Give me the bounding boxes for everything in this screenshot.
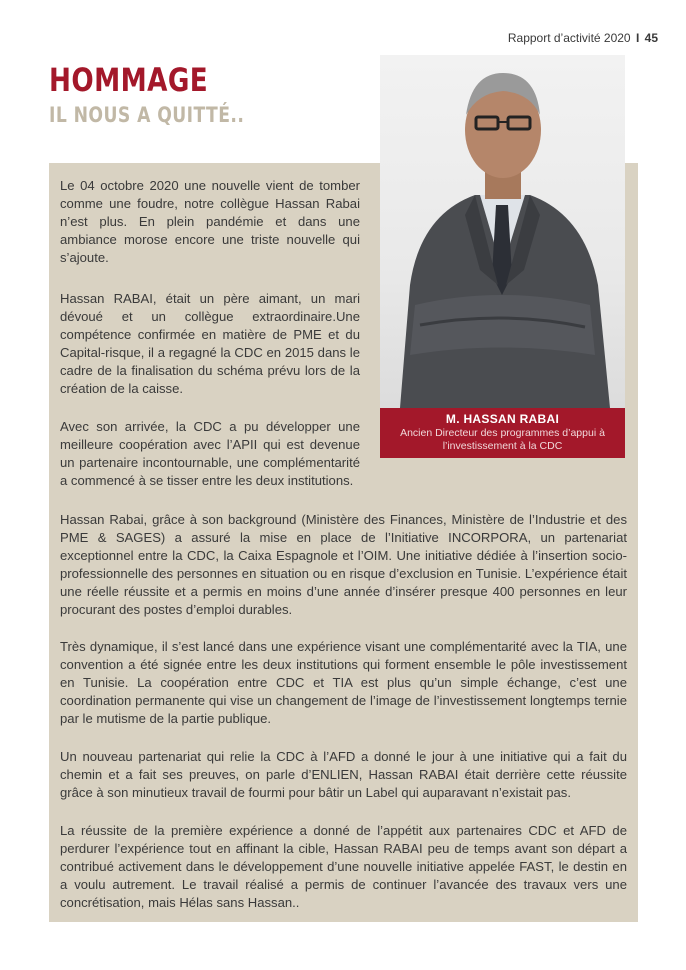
paragraph-5: Très dynamique, il s’est lancé dans une expérience visant une complémentarité avec la TIA, une convention a été signée entre les deux institutions qui forment ensemble le pôle investissement en Tunisie. La coopération entre CDC et TIA est plus qu’un simple échange, c’est une coordination permanente qui vise un changement de l’image de l’investissement longtemps ternie par le mutisme de la partie publique. — [60, 639, 627, 726]
portrait-photo-icon — [380, 55, 625, 408]
caption-role: Ancien Directeur des programmes d’appui à l’investissement à la CDC — [400, 427, 605, 452]
caption-name: M. HASSAN RABAI — [445, 412, 560, 426]
paragraph-6: Un nouveau partenariat qui relie la CDC à l’AFD a donné le jour à une initiative qui a fait du chemin et a fait ses preuves, on parle d’ENLIEN, Hassan RABAI était derrière cette réussite grâce à son minutieux travail de fourmi pour bâtir un Label qui auparavant n’existait pas. — [60, 749, 627, 800]
page-header — [508, 31, 658, 45]
page-title: HOMMAGE — [49, 61, 209, 99]
portrait-illustration — [380, 55, 625, 408]
photo-caption — [380, 408, 625, 458]
paragraph-2: Hassan RABAI, était un père aimant, un mari dévoué et un collègue extraordinaire.Une compétence confirmée en matière de PME et du Capital-risque, il a regagné la CDC en 2015 dans le cadre de la finalisation du schéma prévu lors de la création de la caisse. — [60, 291, 360, 396]
paragraph-3: Avec son arrivée, la CDC a pu développer une meilleure coopération avec l’APII qui est devenue un partenaire incontournable, une complémentarité a commencé à se tisser entre les deux institutions. — [60, 419, 360, 488]
page-number: 45 — [644, 31, 658, 45]
paragraph-4: Hassan Rabai, grâce à son background (Ministère des Finances, Ministère de l’Industrie et des PME & SAGES) a assuré la mise en place de l’Initiative INCORPORA, un partenariat exceptionnel entre la CDC, la Caixa Espagnole et l’OIM. Une initiative dédiée à l’insertion socio-professionnelle des personnes en situation ou en risque d’exclusion en Tunisie. L’expérience était une réelle réussite et a permis en moins d’une année d’insérer presque 400 personnes en leur procurant des postes d’emploi durables. — [60, 512, 627, 617]
report-title: Rapport d’activité 2020 — [507, 31, 631, 45]
paragraph-1: Le 04 octobre 2020 une nouvelle vient de tomber comme une foudre, notre collègue Hassan Rabai n’est plus. En plein pandémie et dans une ambiance morose encore une triste nouvelle qui s’ajoute. — [60, 178, 360, 265]
header-separator: I — [635, 31, 640, 45]
paragraph-7: La réussite de la première expérience a donné de l’appétit aux partenaires CDC et AFD de perdurer l’expérience tout en affinant la cible, Hassan RABAI peu de temps avant son départ a contribué activement dans le développement d’une nouvelle initiative appelée FAST, le destin en a voulu autrement. Le travail réalisé a permis de continuer l’avancée des travaux vers une concrétisation, mais Hélas sans Hassan.. — [60, 823, 627, 910]
page-subtitle: IL NOUS A QUITTÉ.. — [49, 103, 245, 127]
